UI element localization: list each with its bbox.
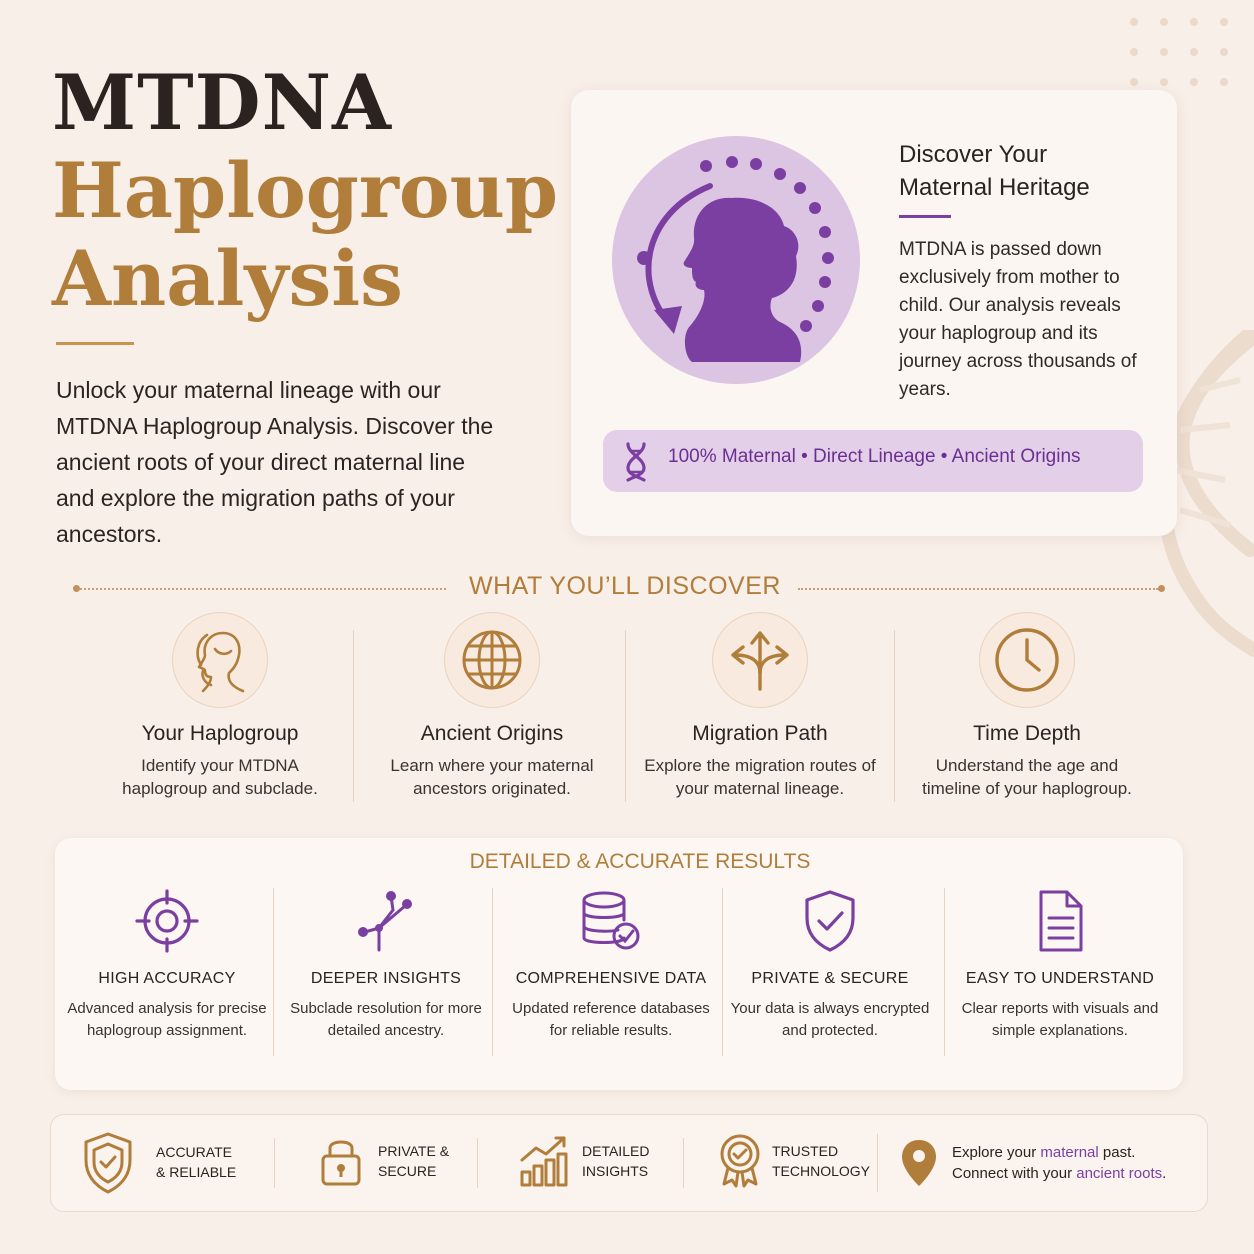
trust-cta — [900, 1138, 1192, 1188]
trust-label-line-1: DETAILED — [582, 1143, 650, 1159]
discover-section-title: WHAT YOU’LL DISCOVER — [469, 572, 781, 600]
results-section-title: DETAILED & ACCURATE RESULTS — [469, 850, 811, 873]
hero-heading — [899, 138, 1159, 204]
cta-line-1 — [952, 1142, 1192, 1163]
bar-chart-icon — [518, 1134, 570, 1188]
result-title: EASY TO UNDERSTAND — [965, 970, 1155, 987]
result-title: DEEPER INSIGHTS — [310, 970, 462, 987]
title-underline — [56, 342, 134, 345]
result-description: Clear reports with visuals and simple explanations. — [961, 1000, 1159, 1039]
trust-label-line-2: TECHNOLOGY — [772, 1163, 871, 1179]
feature-description: Identify your MTDNA haplogroup and subclade. — [122, 756, 318, 798]
trust-divider — [477, 1138, 478, 1188]
location-pin-icon — [900, 1138, 938, 1188]
tree-branch-icon — [281, 886, 491, 956]
feature-title: Your Haplogroup — [141, 722, 299, 745]
page-title-line-2: Haplogroup — [52, 146, 559, 235]
dna-icon — [620, 440, 652, 482]
trust-label-line-2: SECURE — [378, 1163, 437, 1179]
feature-description: Learn where your maternal ancestors originated. — [390, 756, 594, 798]
shield-badge-icon — [82, 1130, 134, 1194]
cta-text: . — [1162, 1165, 1167, 1182]
trust-item-label — [378, 1141, 488, 1181]
trust-item-label — [582, 1141, 692, 1181]
feature-title: Time Depth — [973, 722, 1081, 745]
database-check-icon — [506, 886, 716, 956]
feature-your-haplogroup — [100, 612, 340, 800]
result-divider — [492, 888, 493, 1056]
result-high-accuracy — [62, 886, 272, 1042]
hero-pill-text: 100% Maternal • Direct Lineage • Ancient Origins — [668, 446, 1081, 467]
branching-arrows-icon — [712, 612, 808, 708]
hero-heading-underline — [899, 215, 951, 218]
shield-check-icon — [725, 886, 935, 956]
woman-profile-icon — [172, 612, 268, 708]
hero-description: MTDNA is passed down exclusively from mother to child. Our analysis reveals your haplogroup and its journey across thousands of years. — [899, 239, 1137, 400]
result-divider — [722, 888, 723, 1056]
result-title: COMPREHENSIVE DATA — [515, 970, 707, 987]
trust-item-private — [320, 1134, 488, 1188]
result-divider — [944, 888, 945, 1056]
cta-line-2 — [952, 1163, 1192, 1184]
result-divider — [273, 888, 274, 1056]
feature-title: Migration Path — [692, 722, 828, 745]
trust-label-line-2: INSIGHTS — [582, 1163, 649, 1179]
feature-description: Understand the age and timeline of your haplogroup. — [922, 756, 1132, 798]
result-description: Your data is always encrypted and protected. — [730, 1000, 930, 1039]
feature-ancient-origins — [372, 612, 612, 800]
trust-item-detailed — [518, 1134, 692, 1188]
cta-text: Explore your — [952, 1144, 1041, 1161]
trust-divider — [877, 1134, 878, 1192]
document-icon — [955, 886, 1165, 956]
page-title-line-3: Analysis — [52, 234, 403, 323]
result-title: PRIVATE & SECURE — [751, 970, 909, 987]
divider-right — [798, 588, 1158, 590]
result-easy-to-understand — [955, 886, 1165, 1042]
cta-highlight: ancient roots — [1076, 1165, 1163, 1182]
page-title-line-1: MTDNA — [52, 58, 393, 147]
trust-item-label — [772, 1141, 872, 1181]
feature-time-depth — [907, 612, 1147, 800]
feature-divider — [894, 630, 895, 802]
hero-heading-line-2: Maternal Heritage — [899, 174, 1090, 201]
feature-description: Explore the migration routes of your maternal lineage. — [644, 756, 876, 798]
divider-endpoint-right — [1158, 585, 1165, 592]
hero-heading-line-1: Discover Your — [899, 141, 1048, 168]
feature-migration-path — [640, 612, 880, 800]
divider-left — [80, 588, 446, 590]
trust-label-line-1: PRIVATE & — [378, 1143, 450, 1159]
result-title: HIGH ACCURACY — [98, 970, 236, 987]
result-private-secure — [725, 886, 935, 1042]
award-badge-icon — [718, 1132, 762, 1190]
target-icon — [62, 886, 272, 956]
result-description: Subclade resolution for more detailed ancestry. — [290, 1000, 482, 1039]
trust-label-line-1: ACCURATE — [156, 1144, 232, 1160]
trust-cta-text — [952, 1142, 1192, 1184]
result-description: Updated reference databases for reliable results. — [512, 1000, 710, 1039]
trust-label-line-1: TRUSTED — [772, 1143, 839, 1159]
trust-divider — [274, 1138, 275, 1188]
trust-divider — [683, 1138, 684, 1188]
decorative-dots — [1130, 18, 1240, 96]
feature-divider — [353, 630, 354, 802]
cta-highlight: maternal — [1040, 1144, 1099, 1161]
globe-icon — [444, 612, 540, 708]
trust-item-trusted — [718, 1132, 872, 1190]
divider-endpoint-left — [73, 585, 80, 592]
trust-item-label — [156, 1142, 266, 1182]
intro-paragraph: Unlock your maternal lineage with our MTDNA Haplogroup Analysis. Discover the ancient roots of your direct maternal line and explore the migration paths of your ancestors. — [56, 377, 494, 547]
result-deeper-insights — [281, 886, 491, 1042]
feature-title: Ancient Origins — [420, 722, 564, 745]
feature-divider — [625, 630, 626, 802]
clock-icon — [979, 612, 1075, 708]
result-comprehensive-data — [506, 886, 716, 1042]
padlock-icon — [320, 1134, 362, 1188]
cta-text: Connect with your — [952, 1165, 1077, 1182]
cta-text: past. — [1098, 1144, 1136, 1161]
result-description: Advanced analysis for precise haplogroup assignment. — [67, 1000, 267, 1039]
trust-label-line-2: & RELIABLE — [156, 1164, 237, 1180]
trust-item-accurate — [82, 1130, 266, 1194]
maternal-profile-icon — [612, 134, 860, 386]
